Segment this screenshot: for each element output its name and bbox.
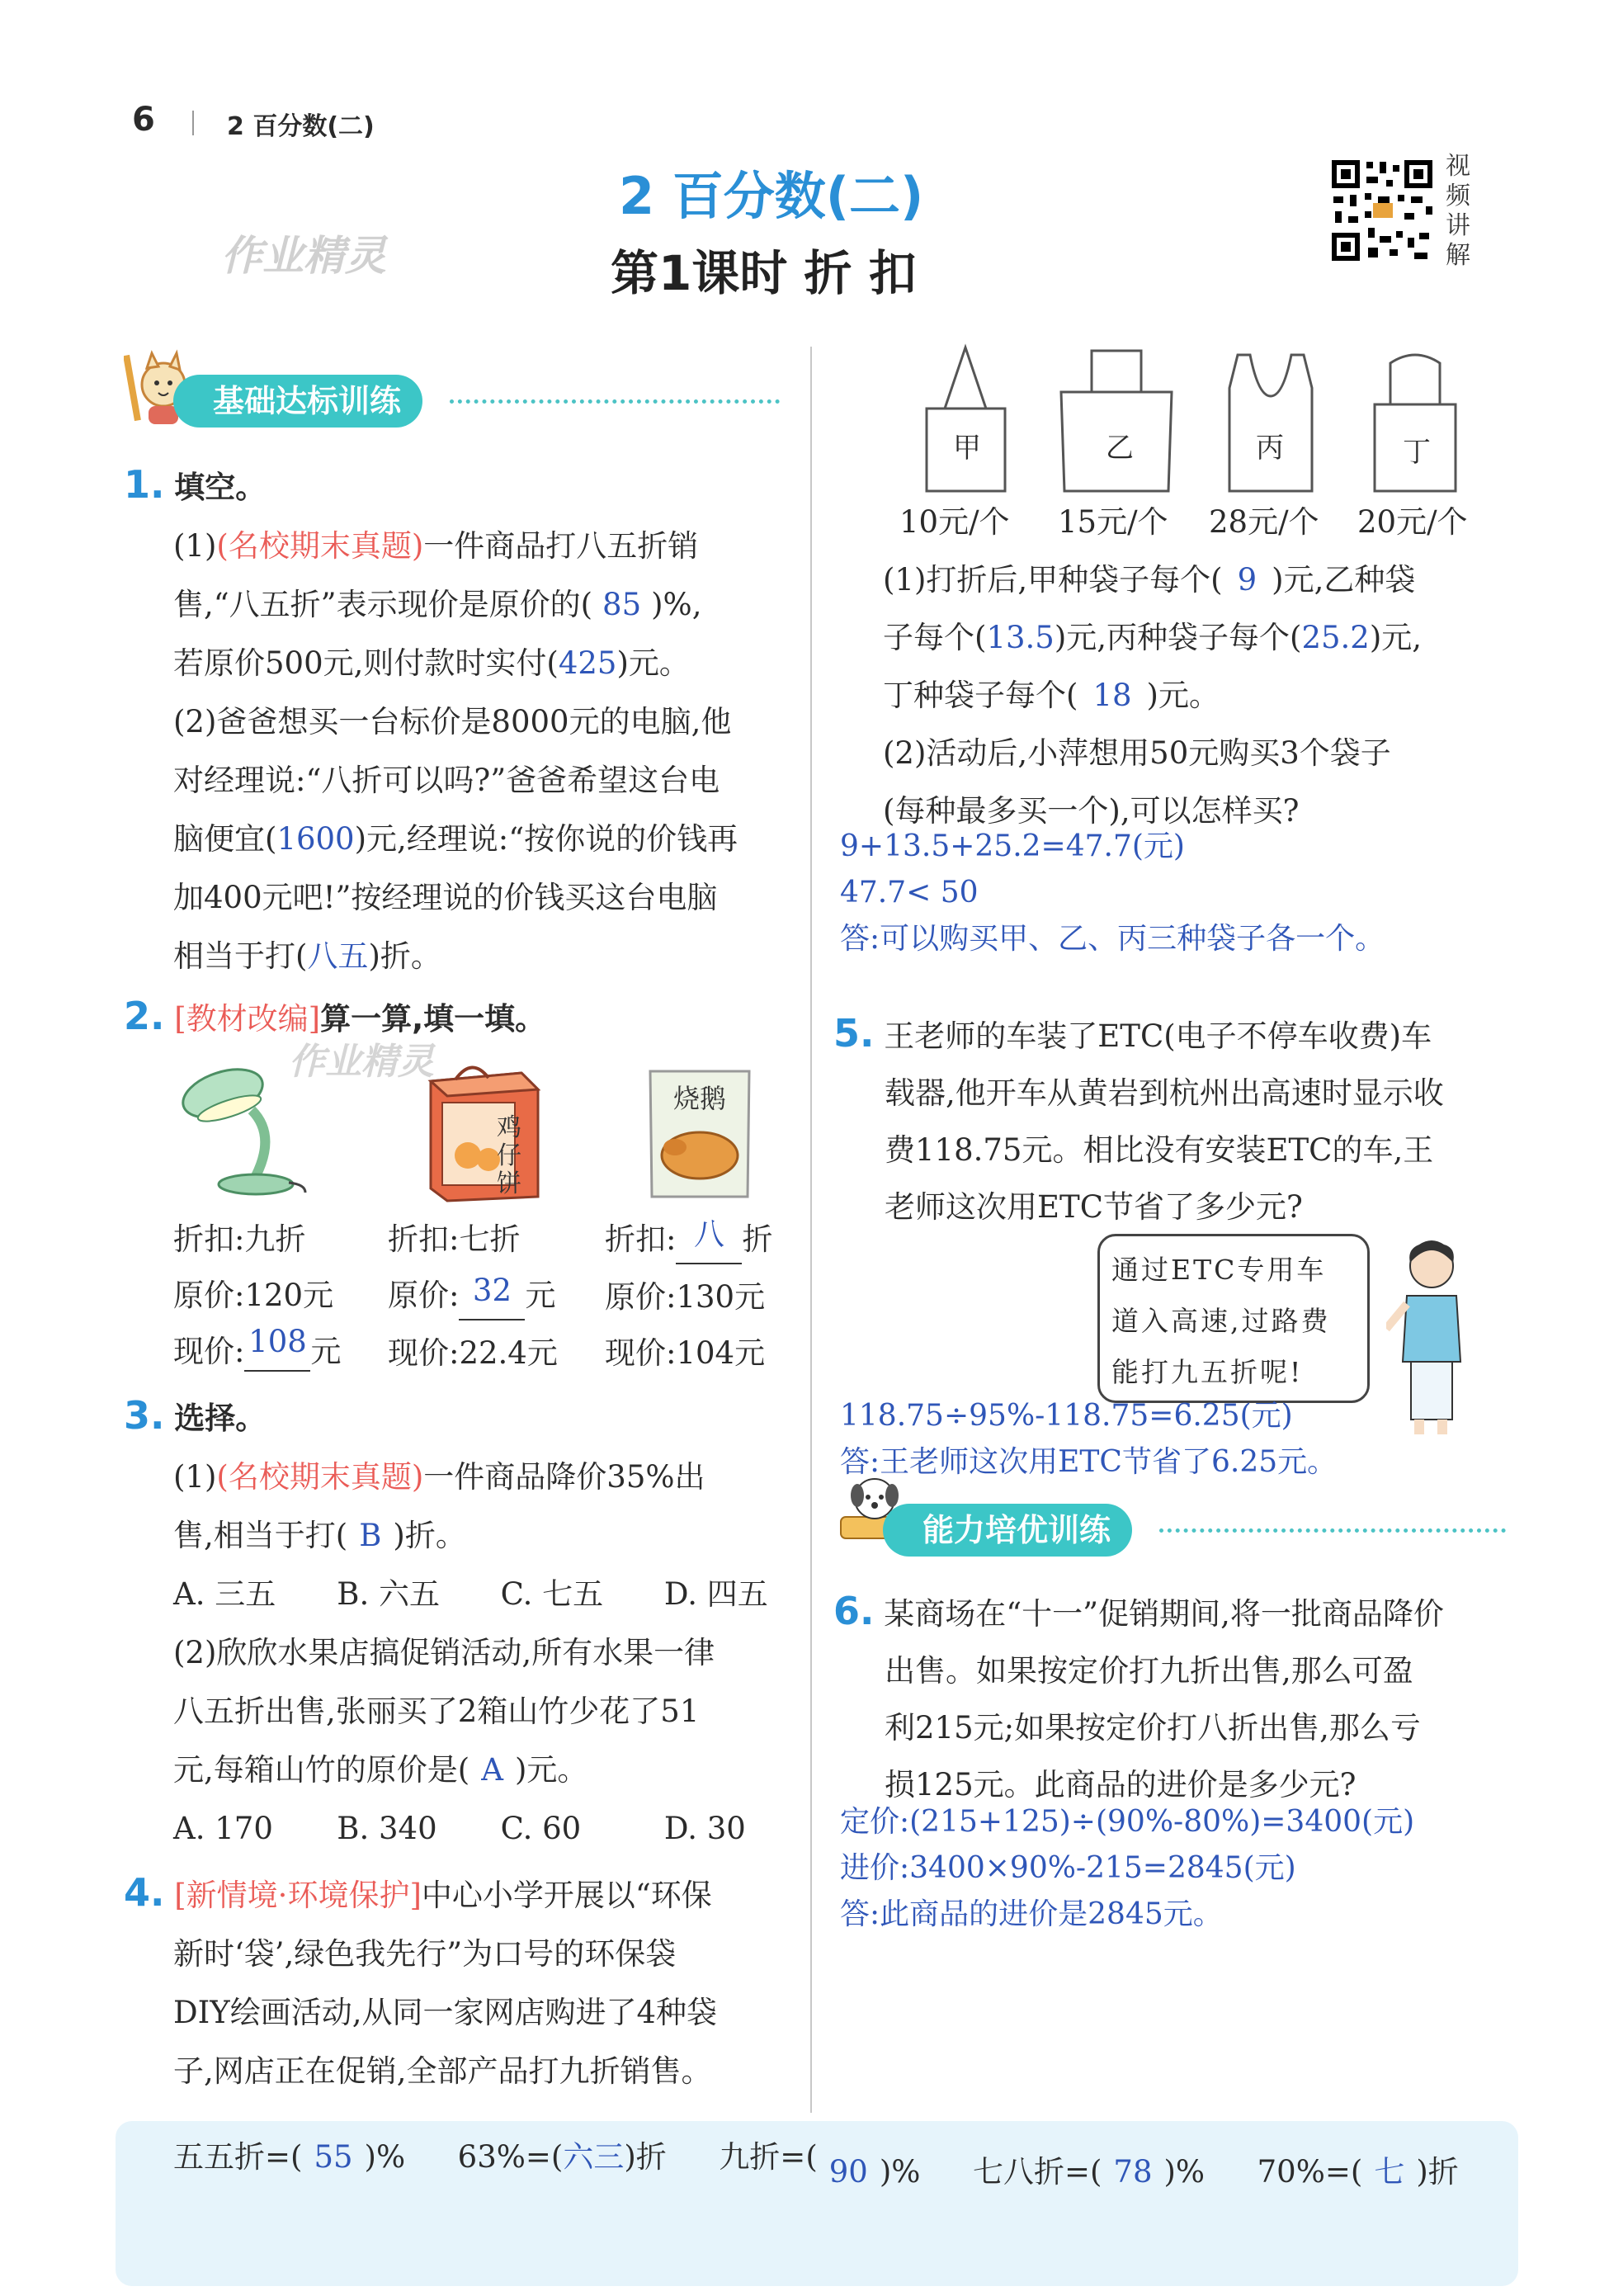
item-2 bbox=[388, 1212, 594, 1382]
value: 104元 bbox=[676, 1335, 766, 1371]
solution-line: 答:可以购买甲、乙、丙三种袋子各一个。 bbox=[840, 922, 1385, 956]
roast-goose-illustration bbox=[642, 1065, 757, 1205]
bag-jia bbox=[920, 343, 1011, 495]
text: )元,丙种袋子每个( bbox=[1054, 620, 1302, 655]
footer-exercises bbox=[173, 2128, 1543, 2190]
bag-price: 28元/个 bbox=[1209, 504, 1319, 540]
answer: 1600 bbox=[276, 821, 355, 857]
text: (每种最多买一个),可以怎样买? bbox=[883, 793, 1300, 829]
unit-title: 2 百分数(二) bbox=[619, 166, 924, 226]
answer: 55 bbox=[314, 2139, 353, 2175]
part-label: (1) bbox=[173, 528, 217, 564]
question-number: 4. bbox=[124, 1870, 165, 1915]
banner-dots bbox=[1159, 1528, 1506, 1533]
text: 九折=( bbox=[719, 2139, 818, 2175]
item-3 bbox=[605, 1212, 795, 1382]
answer: 90 bbox=[828, 2154, 868, 2190]
text: 元,每箱山竹的原价是( bbox=[173, 1752, 470, 1788]
section-banner-advanced: 能力培优训练 bbox=[883, 1504, 1132, 1557]
source-tag: [新情境·环境保护] bbox=[174, 1878, 422, 1913]
text: )折。 bbox=[393, 1518, 466, 1553]
answer: 18 bbox=[1092, 678, 1132, 713]
text: 老师这次用ETC节省了多少元? bbox=[885, 1189, 1303, 1225]
text: )元,经理说:“按你说的价钱再 bbox=[354, 821, 738, 857]
bag-bing bbox=[1221, 347, 1320, 495]
source-tag: (名校期末真题) bbox=[216, 1459, 424, 1495]
watermark: 作业精灵 bbox=[221, 232, 386, 280]
answer: 85 bbox=[602, 587, 642, 622]
solution-line: 进价:3400×90%-215=2845(元) bbox=[840, 1851, 1296, 1885]
q4-solution bbox=[840, 824, 1385, 962]
text: DIY绘画活动,从同一家网店购进了4种袋 bbox=[173, 1995, 718, 2030]
text: )%, bbox=[651, 587, 702, 622]
question-4 bbox=[124, 1864, 792, 2100]
solution-line: 答:王老师这次用ETC节省了6.25元。 bbox=[840, 1445, 1338, 1479]
unit: 元 bbox=[310, 1334, 342, 1369]
text: )% bbox=[879, 2154, 921, 2190]
text: 某商场在“十一”促销期间,将一批商品降价 bbox=[884, 1596, 1444, 1632]
speech-bubble bbox=[1097, 1234, 1370, 1403]
question-4-parts bbox=[883, 551, 1543, 840]
text: 子每个( bbox=[883, 620, 987, 655]
source-tag: (名校期末真题) bbox=[216, 528, 424, 564]
unit: 折 bbox=[742, 1221, 773, 1257]
text: (2)活动后,小萍想用50元购买3个袋子 bbox=[883, 735, 1391, 771]
option: A. 170 bbox=[173, 1811, 273, 1846]
solution-line: 答:此商品的进价是2845元。 bbox=[840, 1897, 1223, 1931]
option: D. 四五 bbox=[663, 1576, 768, 1612]
solution-line: 9+13.5+25.2=47.7(元) bbox=[840, 829, 1185, 863]
question-number: 3. bbox=[124, 1393, 165, 1438]
option: D. 30 bbox=[663, 1811, 746, 1846]
value: 22.4元 bbox=[459, 1335, 558, 1371]
answer: 八五 bbox=[307, 938, 369, 974]
qr-label: 视频讲解 bbox=[1446, 152, 1470, 270]
text: 63%=( bbox=[457, 2139, 564, 2175]
answer: 八 bbox=[676, 1207, 742, 1264]
text: 七八折=( bbox=[972, 2154, 1102, 2190]
question-title: 选择。 bbox=[174, 1401, 267, 1436]
text: 一件商品降价35%出 bbox=[423, 1459, 705, 1495]
text: )元。 bbox=[616, 645, 690, 681]
question-5 bbox=[833, 1005, 1518, 1235]
question-number: 6. bbox=[833, 1589, 875, 1633]
bubble-line: 能打九五折呢! bbox=[1111, 1356, 1304, 1388]
bag-price: 15元/个 bbox=[1058, 504, 1168, 540]
q6-solution bbox=[840, 1799, 1414, 1938]
value: 九折 bbox=[244, 1221, 306, 1257]
text: 一件商品打八五折销 bbox=[423, 528, 699, 564]
bag-label: 烧鹅 bbox=[673, 1083, 727, 1114]
label: 原价: bbox=[173, 1278, 245, 1313]
answer: 32 bbox=[459, 1263, 525, 1320]
text: 载器,他开车从黄岩到杭州出高速时显示收 bbox=[885, 1075, 1444, 1111]
item-1 bbox=[173, 1212, 380, 1382]
lesson-title: 第1课时 折 扣 bbox=[611, 245, 917, 301]
option: C. 60 bbox=[500, 1811, 582, 1846]
text: 利215元;如果按定价打八折出售,那么亏 bbox=[885, 1710, 1421, 1746]
text: 脑便宜( bbox=[173, 821, 277, 857]
label: 折扣: bbox=[605, 1221, 677, 1257]
option: B. 340 bbox=[337, 1811, 437, 1846]
text: (2)爸爸想买一台标价是8000元的电脑,他 bbox=[173, 704, 732, 739]
text: 售,相当于打( bbox=[173, 1518, 348, 1553]
text: 售,“八五折”表示现价是原价的( bbox=[173, 587, 593, 622]
text: 王老师的车装了ETC(电子不停车收费)车 bbox=[884, 1018, 1432, 1054]
bag-price: 20元/个 bbox=[1357, 504, 1468, 540]
label: 折扣: bbox=[388, 1221, 460, 1257]
question-title: 算一算,填一填。 bbox=[320, 1001, 546, 1037]
text: 中心小学开展以“环保 bbox=[421, 1878, 712, 1913]
text: 丁种袋子每个( bbox=[883, 678, 1078, 713]
question-1 bbox=[124, 456, 784, 985]
text: )元,乙种袋 bbox=[1272, 562, 1416, 598]
text: 出售。如果按定价打九折出售,那么可盈 bbox=[885, 1653, 1413, 1689]
box-label: 鸡仔饼 bbox=[497, 1113, 521, 1198]
q5-solution bbox=[840, 1393, 1337, 1486]
bag-label: 甲 bbox=[953, 432, 981, 465]
part-label: (1) bbox=[173, 1459, 217, 1495]
text: 五五折=( bbox=[173, 2139, 303, 2175]
lamp-illustration bbox=[173, 1061, 314, 1201]
bag-yi bbox=[1055, 343, 1178, 495]
question-number: 5. bbox=[833, 1011, 875, 1056]
solution-line: 47.7< 50 bbox=[840, 876, 979, 909]
bubble-line: 道入高速,过路费 bbox=[1111, 1305, 1331, 1337]
page-number: 6 bbox=[132, 101, 155, 139]
column-divider bbox=[810, 347, 812, 2113]
solution-line: 定价:(215+125)÷(90%-80%)=3400(元) bbox=[840, 1805, 1415, 1839]
text: 费118.75元。相比没有安装ETC的车,王 bbox=[885, 1132, 1434, 1168]
text: 子,网店正在促销,全部产品打九折销售。 bbox=[173, 2053, 712, 2089]
text: (2)欣欣水果店搞促销活动,所有水果一律 bbox=[173, 1635, 715, 1670]
answer: 78 bbox=[1113, 2154, 1153, 2190]
question-number: 2. bbox=[124, 994, 165, 1038]
bag-label: 丙 bbox=[1256, 432, 1284, 465]
source-tag: [教材改编] bbox=[174, 1001, 321, 1037]
value: 120元 bbox=[244, 1278, 334, 1313]
bag-price: 10元/个 bbox=[899, 504, 1010, 540]
text: )折 bbox=[1416, 2154, 1459, 2190]
label: 原价: bbox=[605, 1279, 677, 1315]
text: 若原价500元,则付款时实付( bbox=[173, 645, 559, 681]
answer: B bbox=[359, 1518, 382, 1553]
answer: A bbox=[481, 1752, 503, 1788]
text: 加400元吧!”按经理说的价钱买这台电脑 bbox=[173, 880, 718, 915]
answer: 25.2 bbox=[1301, 620, 1370, 655]
option: A. 三五 bbox=[173, 1576, 276, 1612]
text: 70%=( bbox=[1257, 2154, 1363, 2190]
question-number: 1. bbox=[124, 462, 165, 507]
cookie-box-illustration bbox=[422, 1056, 546, 1205]
text: )折。 bbox=[368, 938, 441, 974]
label: 现价: bbox=[605, 1335, 677, 1371]
unit: 元 bbox=[525, 1278, 556, 1313]
bag-label: 丁 bbox=[1403, 436, 1431, 469]
header-divider bbox=[192, 111, 194, 135]
text: )元。 bbox=[514, 1752, 588, 1788]
text: )元。 bbox=[1146, 678, 1220, 713]
answer: 425 bbox=[558, 645, 617, 681]
option: B. 六五 bbox=[337, 1576, 441, 1612]
answer: 六三 bbox=[563, 2139, 625, 2175]
value: 七折 bbox=[459, 1221, 521, 1257]
text: 八五折出售,张丽买了2箱山竹少花了51 bbox=[173, 1694, 700, 1729]
label: 原价: bbox=[388, 1278, 460, 1313]
text: 损125元。此商品的进价是多少元? bbox=[885, 1767, 1357, 1802]
banner-dots bbox=[450, 399, 780, 404]
answer: 13.5 bbox=[986, 620, 1055, 655]
question-2 bbox=[124, 987, 784, 1048]
text: )元, bbox=[1369, 620, 1423, 655]
text: 相当于打( bbox=[173, 938, 308, 974]
text: 新时‘袋’,绿色我先行”为口号的环保袋 bbox=[173, 1936, 677, 1972]
running-header: 2 百分数(二) bbox=[227, 112, 375, 141]
text: )% bbox=[1163, 2154, 1206, 2190]
question-6 bbox=[833, 1583, 1518, 1813]
text: )% bbox=[364, 2139, 406, 2175]
bag-label: 乙 bbox=[1106, 432, 1134, 465]
question-title: 填空。 bbox=[174, 470, 267, 505]
value: 130元 bbox=[676, 1279, 766, 1315]
text: 对经理说:“八折可以吗?”爸爸希望这台电 bbox=[173, 763, 720, 798]
watermark: 作业精灵 bbox=[289, 1041, 434, 1083]
answer: 9 bbox=[1237, 562, 1257, 598]
section-banner-basic: 基础达标训练 bbox=[173, 375, 422, 428]
label: 折扣: bbox=[173, 1221, 245, 1257]
question-3 bbox=[124, 1387, 784, 1858]
option: C. 七五 bbox=[500, 1576, 604, 1612]
answer: 108 bbox=[244, 1314, 310, 1372]
label: 现价: bbox=[173, 1334, 245, 1369]
solution-line: 118.75÷95%-118.75=6.25(元) bbox=[840, 1399, 1293, 1433]
text: )折 bbox=[624, 2139, 667, 2175]
text: (1)打折后,甲种袋子每个( bbox=[883, 562, 1223, 598]
label: 现价: bbox=[388, 1335, 460, 1371]
bag-ding bbox=[1370, 347, 1460, 495]
teacher-illustration bbox=[1386, 1238, 1477, 1436]
bubble-line: 通过ETC专用车 bbox=[1111, 1254, 1327, 1286]
qr-code[interactable] bbox=[1328, 157, 1436, 264]
answer: 七 bbox=[1374, 2154, 1405, 2190]
